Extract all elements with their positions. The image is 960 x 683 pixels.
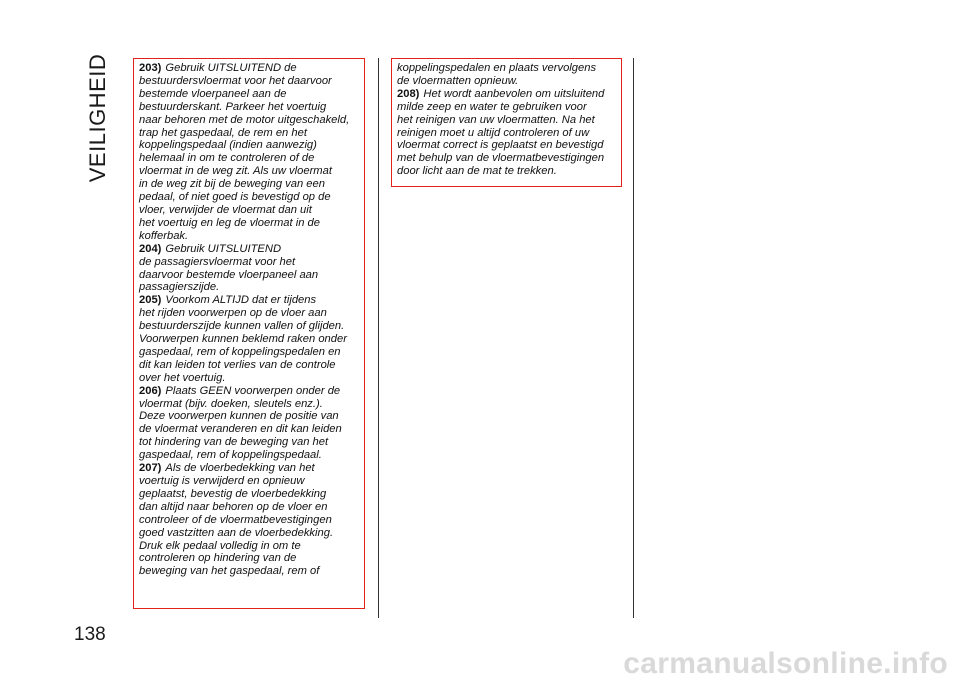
note-line: kofferbak. xyxy=(139,229,189,242)
page-number: 138 xyxy=(74,624,106,645)
note-line: gaspedaal, rem of koppelingspedaal. xyxy=(139,449,322,462)
note-line: 206) Plaats GEEN voorwerpen onder de xyxy=(139,384,341,397)
note-line: 204) Gebruik UITSLUITEND xyxy=(139,242,282,255)
note-line: vloermat (bijv. doeken, sleutels enz.). xyxy=(139,397,323,410)
note-line: 207) Als de vloerbedekking van het xyxy=(139,462,315,475)
note-line: de vloermatten opnieuw. xyxy=(397,74,519,87)
note-line: pedaal, of niet goed is bevestigd op de xyxy=(139,191,331,204)
note-number: 208) xyxy=(397,87,420,100)
note-line: vloermat correct is geplaatst en bevestigd xyxy=(397,139,604,152)
note-line: met behulp van de vloermatbevestigingen xyxy=(397,152,605,165)
section-title xyxy=(84,53,112,183)
note-line: bestemde vloerpaneel aan de xyxy=(139,87,287,100)
note-line: geplaatst, bevestig de vloerbedekking xyxy=(139,487,327,500)
note-line: 205) Voorkom ALTIJD dat er tijdens xyxy=(139,294,317,307)
note-line: het voertuig en leg de vloermat in de xyxy=(139,216,320,229)
warning-note xyxy=(139,243,360,295)
note-line: bestuurdersvloermat voor het daarvoor xyxy=(139,74,332,87)
note-line: voertuig is verwijderd en opnieuw xyxy=(139,475,305,487)
note-line: 203) Gebruik UITSLUITEND de xyxy=(139,62,297,74)
note-line: Voorwerpen kunnen beklemd raken onder xyxy=(139,333,347,346)
note-line: controleer of de vloermatbevestigingen xyxy=(139,513,332,526)
note-line: vloermat in de weg zit. Als uw vloermat xyxy=(139,165,332,178)
note-line: controleren op hindering van de xyxy=(139,552,297,565)
note-line: over het voertuig. xyxy=(139,371,226,384)
note-line: Deze voorwerpen kunnen de positie van xyxy=(139,410,339,423)
note-line: het reinigen van uw vloermatten. Na het xyxy=(397,113,595,126)
warning-box-right xyxy=(391,58,622,187)
note-line: beweging van het gaspedaal, rem of xyxy=(139,565,320,578)
note-line: bestuurderszijde kunnen vallen of glijden. xyxy=(139,320,345,333)
note-line: naar behoren met de motor uitgeschakeld, xyxy=(139,113,350,126)
note-line: in de weg zit bij de beweging van een xyxy=(139,178,325,191)
warning-note-continued xyxy=(397,62,617,88)
note-number: 204) xyxy=(139,242,162,255)
note-line: dan altijd naar behoren op de vloer en xyxy=(139,500,328,513)
watermark: carmanualsonline.info xyxy=(623,647,948,680)
note-line: trap het gaspedaal, de rem en het xyxy=(139,126,307,139)
column-divider-right xyxy=(633,58,634,618)
note-line: reinigen moet u altijd controleren of uw xyxy=(397,126,590,139)
note-line: vloer, verwijder de vloermat dan uit xyxy=(139,203,312,216)
note-line: helemaal in om te controleren of de xyxy=(139,152,315,165)
note-line: dit kan leiden tot verlies van de controle xyxy=(139,358,336,371)
column-divider-left xyxy=(378,58,379,618)
note-line: Druk elk pedaal volledig in om te xyxy=(139,539,301,552)
note-line: passagierszijde. xyxy=(139,281,220,294)
note-line: goed vastzitten aan de vloerbedekking. xyxy=(139,526,334,539)
note-number: 207) xyxy=(139,462,162,475)
note-line: gaspedaal, rem of koppelingspedalen en xyxy=(139,345,341,358)
warning-note xyxy=(139,385,360,462)
note-line: 208) Het wordt aanbevolen om uitsluitend xyxy=(397,87,605,100)
warning-note xyxy=(139,62,360,243)
warning-box-left xyxy=(133,58,365,609)
section-title-text: VEILIGHEID xyxy=(85,53,111,183)
note-line: de vloermat veranderen en dit kan leiden xyxy=(139,423,342,436)
warning-note xyxy=(139,294,360,384)
note-line: milde zeep en water te gebruiken voor xyxy=(397,100,587,113)
note-number: 203) xyxy=(139,62,162,74)
warning-note xyxy=(139,462,360,578)
note-line: bestuurderskant. Parkeer het voertuig xyxy=(139,100,327,113)
note-line: koppelingspedalen en plaats vervolgens xyxy=(397,62,597,74)
note-line: koppelingspedaal (indien aanwezig) xyxy=(139,139,317,152)
warning-notes-left xyxy=(139,62,360,578)
warning-continuation xyxy=(397,62,617,88)
note-line: het rijden voorwerpen op de vloer aan xyxy=(139,307,327,320)
note-number: 205) xyxy=(139,294,162,307)
note-line: de passagiersvloermat voor het xyxy=(139,255,296,268)
note-line: daarvoor bestemde vloerpaneel aan xyxy=(139,268,319,281)
warning-note xyxy=(397,88,617,178)
note-line: door licht aan de mat te trekken. xyxy=(397,165,557,178)
note-line: tot hindering van de beweging van het xyxy=(139,436,329,449)
note-number: 206) xyxy=(139,384,162,397)
warning-notes-right xyxy=(397,88,617,178)
